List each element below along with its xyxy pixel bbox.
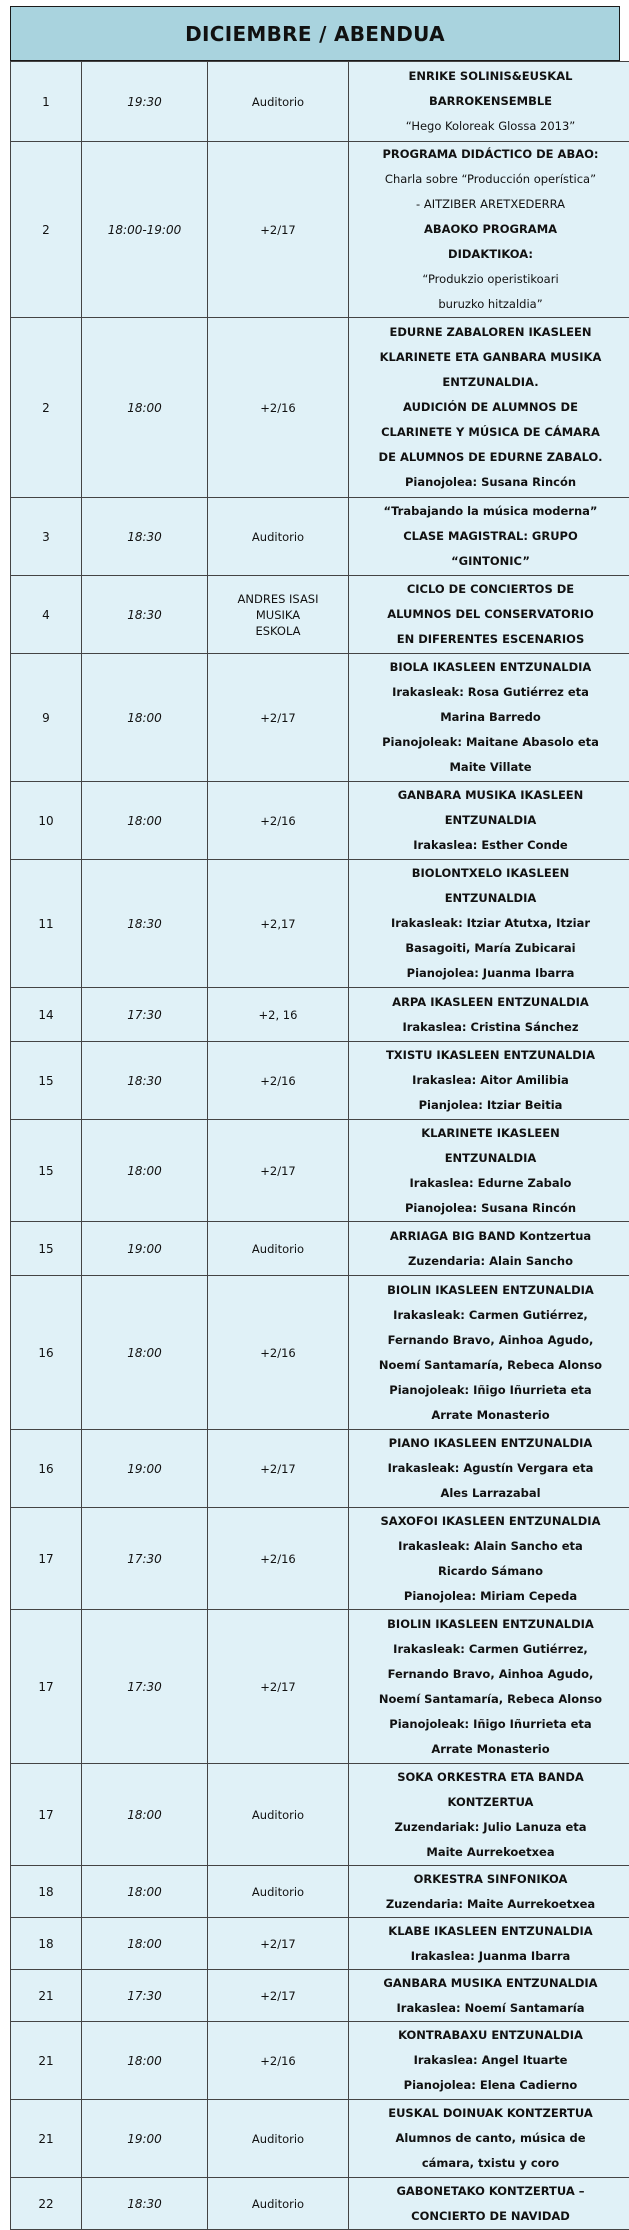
event-day: 21 (11, 2100, 82, 2178)
event-description (349, 1866, 629, 1918)
event-time: 18:00 (82, 318, 208, 498)
event-row (11, 860, 629, 988)
event-location: +2/16 (208, 318, 349, 498)
event-day: 9 (11, 654, 82, 782)
event-day: 18 (11, 1918, 82, 1970)
event-description-line: ORKESTRA SINFONIKOA Zuzendaria: Maite Aurrekoetxea (353, 1867, 628, 1917)
event-description (349, 62, 629, 142)
event-description-line: TXISTU IKASLEEN ENTZUNALDIA Irakaslea: Aitor Amilibia Pianjolea: Itziar Beitia (353, 1043, 628, 1118)
event-location: +2/17 (208, 1970, 349, 2022)
event-row (11, 654, 629, 782)
event-description-line: ARRIAGA BIG BAND Kontzertua Zuzendaria: Alain Sancho (353, 1224, 628, 1274)
event-time: 19:30 (82, 62, 208, 142)
event-location: +2/16 (208, 2022, 349, 2100)
event-time: 18:30 (82, 860, 208, 988)
event-location: ANDRES ISASI MUSIKA ESKOLA (208, 576, 349, 654)
event-day: 15 (11, 1120, 82, 1222)
event-location: +2/16 (208, 1042, 349, 1120)
event-description (349, 2022, 629, 2100)
event-description-line: PIANO IKASLEEN ENTZUNALDIA Irakasleak: Agustín Vergara eta Ales Larrazabal (353, 1431, 628, 1506)
event-description (349, 1508, 629, 1610)
event-location: +2/17 (208, 1610, 349, 1764)
event-row (11, 988, 629, 1042)
event-description-line: ENRIKE SOLINIS&EUSKAL BARROKENSEMBLE (353, 64, 628, 114)
event-row (11, 498, 629, 576)
event-description (349, 318, 629, 498)
event-description-line: GABONETAKO KONTZERTUA – CONCIERTO DE NAVIDAD (353, 2179, 628, 2229)
event-location: +2/16 (208, 1508, 349, 1610)
event-description (349, 1610, 629, 1764)
event-location: +2/17 (208, 1918, 349, 1970)
event-description-line: EUSKAL DOINUAK KONTZERTUA Alumnos de canto, música de cámara, txistu y coro (353, 2101, 628, 2176)
event-time: 17:30 (82, 1508, 208, 1610)
event-location: Auditorio (208, 1764, 349, 1866)
event-description-line: KLABE IKASLEEN ENTZUNALDIA Irakaslea: Juanma Ibarra (353, 1919, 628, 1969)
event-location: Auditorio (208, 2178, 349, 2230)
event-time: 18:00 (82, 1764, 208, 1866)
calendar-sheet (10, 6, 620, 2230)
event-description-line: SAXOFOI IKASLEEN ENTZUNALDIA Irakasleak: Alain Sancho eta Ricardo Sámano Pianojolea: Miriam Cepeda (353, 1509, 628, 1609)
event-time: 18:30 (82, 2178, 208, 2230)
event-location: +2, 16 (208, 988, 349, 1042)
event-row (11, 1866, 629, 1918)
event-description (349, 1970, 629, 2022)
event-location: +2/17 (208, 654, 349, 782)
event-row (11, 1918, 629, 1970)
event-day: 16 (11, 1276, 82, 1430)
event-row (11, 1508, 629, 1610)
event-day: 15 (11, 1222, 82, 1276)
event-row (11, 2178, 629, 2230)
event-time: 19:00 (82, 1222, 208, 1276)
event-description (349, 142, 629, 318)
event-description-line: PROGRAMA DIDÁCTICO DE ABAO: (353, 142, 628, 167)
event-description-line: SOKA ORKESTRA ETA BANDA KONTZERTUA Zuzendariak: Julio Lanuza eta Maite Aurrekoetxea (353, 1765, 628, 1865)
event-description-line: BIOLIN IKASLEEN ENTZUNALDIA Irakasleak: Carmen Gutiérrez, Fernando Bravo, Ainhoa Agudo, Noemí Santamaría, Rebeca Alonso Pianojoleak: Iñigo Iñurrieta eta Arrate Monasterio (353, 1612, 628, 1762)
events-table-body (11, 62, 629, 2230)
event-description-line: ARPA IKASLEEN ENTZUNALDIA Irakaslea: Cristina Sánchez (353, 990, 628, 1040)
event-day: 11 (11, 860, 82, 988)
event-description-line: “Hego Koloreak Glossa 2013” (353, 114, 628, 139)
event-description-line: KLARINETE IKASLEEN ENTZUNALDIA Irakaslea: Edurne Zabalo Pianojolea: Susana Rincón (353, 1121, 628, 1221)
event-description-line: CICLO DE CONCIERTOS DE ALUMNOS DEL CONSERVATORIO EN DIFERENTES ESCENARIOS (353, 577, 628, 652)
event-description (349, 1120, 629, 1222)
event-description-line: GANBARA MUSIKA IKASLEEN ENTZUNALDIA Irakaslea: Esther Conde (353, 783, 628, 858)
event-location: +2/16 (208, 782, 349, 860)
event-time: 17:30 (82, 1970, 208, 2022)
event-day: 3 (11, 498, 82, 576)
event-row (11, 1970, 629, 2022)
event-description (349, 988, 629, 1042)
event-day: 4 (11, 576, 82, 654)
event-description (349, 2178, 629, 2230)
event-location: +2/17 (208, 1430, 349, 1508)
event-day: 2 (11, 318, 82, 498)
event-time: 18:00-19:00 (82, 142, 208, 318)
event-time: 17:30 (82, 988, 208, 1042)
event-description-line: GANBARA MUSIKA ENTZUNALDIA Irakaslea: Noemí Santamaría (353, 1971, 628, 2021)
event-description (349, 1430, 629, 1508)
event-day: 17 (11, 1610, 82, 1764)
events-table (10, 61, 629, 2230)
event-row (11, 576, 629, 654)
event-day: 17 (11, 1508, 82, 1610)
event-row (11, 1042, 629, 1120)
event-location: +2/17 (208, 142, 349, 318)
event-row (11, 1120, 629, 1222)
event-description-line: BIOLIN IKASLEEN ENTZUNALDIA Irakasleak: Carmen Gutiérrez, Fernando Bravo, Ainhoa Agudo, Noemí Santamaría, Rebeca Alonso Pianojoleak: Iñigo Iñurrieta eta Arrate Monasterio (353, 1278, 628, 1428)
event-description (349, 1276, 629, 1430)
event-time: 18:00 (82, 1276, 208, 1430)
event-location: Auditorio (208, 2100, 349, 2178)
event-time: 18:00 (82, 654, 208, 782)
event-description-line: KONTRABAXU ENTZUNALDIA Irakaslea: Angel Ituarte Pianojolea: Elena Cadierno (353, 2023, 628, 2098)
event-day: 21 (11, 2022, 82, 2100)
event-description (349, 498, 629, 576)
event-description-line: EDURNE ZABALOREN IKASLEEN KLARINETE ETA GANBARA MUSIKA ENTZUNALDIA. AUDICIÓN DE ALUMNOS DE CLARINETE Y MÚSICA DE CÁMARA DE ALUMNOS DE EDURNE ZABALO. Pianojolea: Susana Rincón (353, 320, 628, 495)
event-location: Auditorio (208, 1222, 349, 1276)
event-day: 2 (11, 142, 82, 318)
event-description (349, 1222, 629, 1276)
event-row (11, 2100, 629, 2178)
event-description-line: “Trabajando la música moderna” CLASE MAGISTRAL: GRUPO “GINTONIC” (353, 499, 628, 574)
event-time: 19:00 (82, 1430, 208, 1508)
event-row (11, 2022, 629, 2100)
event-time: 18:30 (82, 576, 208, 654)
event-location: +2,17 (208, 860, 349, 988)
event-description (349, 1764, 629, 1866)
event-row (11, 1222, 629, 1276)
event-day: 17 (11, 1764, 82, 1866)
event-row (11, 1610, 629, 1764)
event-time: 18:00 (82, 2022, 208, 2100)
event-description (349, 576, 629, 654)
event-day: 18 (11, 1866, 82, 1918)
event-description (349, 1918, 629, 1970)
month-title: DICIEMBRE / ABENDUA (10, 6, 620, 61)
event-description (349, 782, 629, 860)
event-time: 18:00 (82, 782, 208, 860)
event-day: 10 (11, 782, 82, 860)
event-row (11, 1430, 629, 1508)
event-day: 22 (11, 2178, 82, 2230)
event-location: +2/16 (208, 1276, 349, 1430)
event-row (11, 142, 629, 318)
event-location: Auditorio (208, 1866, 349, 1918)
event-row (11, 318, 629, 498)
event-description (349, 654, 629, 782)
event-day: 16 (11, 1430, 82, 1508)
event-description-line: Charla sobre “Producción operística” - AITZIBER ARETXEDERRA (353, 167, 628, 217)
event-row (11, 62, 629, 142)
event-description (349, 1042, 629, 1120)
event-day: 21 (11, 1970, 82, 2022)
event-row (11, 782, 629, 860)
event-description-line: BIOLONTXELO IKASLEEN ENTZUNALDIA Irakasleak: Itziar Atutxa, Itziar Basagoiti, María Zubicarai Pianojolea: Juanma Ibarra (353, 861, 628, 986)
event-time: 18:30 (82, 498, 208, 576)
event-description-line: “Produkzio operistikoari buruzko hitzaldia” (353, 267, 628, 317)
event-time: 18:30 (82, 1042, 208, 1120)
event-description-line: BIOLA IKASLEEN ENTZUNALDIA Irakasleak: Rosa Gutiérrez eta Marina Barredo Pianojoleak: Maitane Abasolo eta Maite Villate (353, 655, 628, 780)
event-location: +2/17 (208, 1120, 349, 1222)
event-location: Auditorio (208, 62, 349, 142)
event-day: 15 (11, 1042, 82, 1120)
event-time: 18:00 (82, 1918, 208, 1970)
event-row (11, 1764, 629, 1866)
event-day: 14 (11, 988, 82, 1042)
event-description (349, 2100, 629, 2178)
event-location: Auditorio (208, 498, 349, 576)
event-time: 18:00 (82, 1120, 208, 1222)
event-time: 18:00 (82, 1866, 208, 1918)
event-row (11, 1276, 629, 1430)
event-description (349, 860, 629, 988)
event-day: 1 (11, 62, 82, 142)
event-description-line: ABAOKO PROGRAMA DIDAKTIKOA: (353, 217, 628, 267)
event-time: 19:00 (82, 2100, 208, 2178)
event-time: 17:30 (82, 1610, 208, 1764)
